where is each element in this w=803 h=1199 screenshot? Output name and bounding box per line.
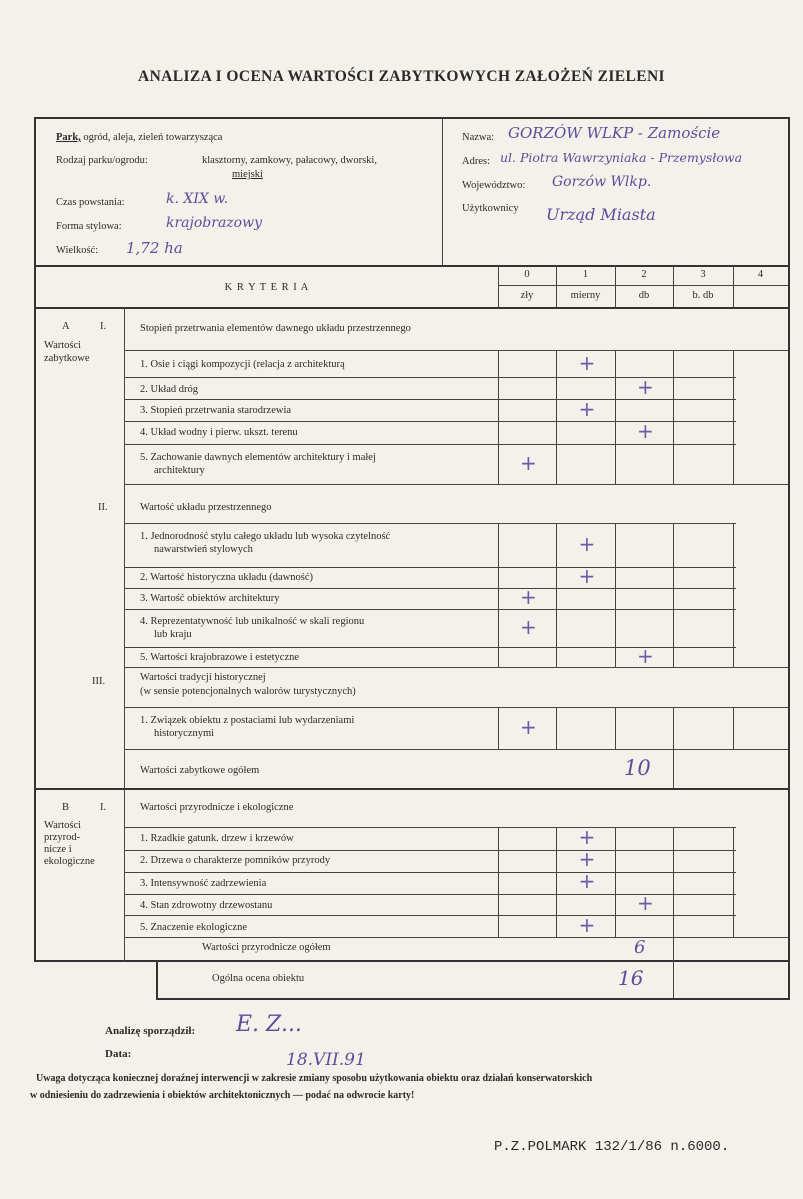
data-label: Data: <box>105 1048 132 1060</box>
score-mark-a1-3: + <box>578 397 596 421</box>
section-a2-roman: II. <box>98 502 108 513</box>
section-a-title: Wartości zabytkowe <box>44 340 90 364</box>
data-value: 18.VII.91 <box>286 1050 366 1070</box>
a2-item-4b: lub kraju <box>154 629 192 640</box>
wojewodztwo-value: Gorzów Wlkp. <box>552 174 652 190</box>
analiza-label: Analizę sporządził: <box>105 1025 196 1037</box>
grade-bdb: b. db <box>692 290 714 301</box>
score-mark-a2-3: + <box>520 585 537 609</box>
uzytkownicy-label: Użytkownicy <box>462 203 519 214</box>
section-b-title: Wartości przyrod- nicze i ekologiczne <box>44 820 95 867</box>
grade-db: db <box>638 290 650 301</box>
wielkosc-label: Wielkość: <box>56 245 99 256</box>
adres-value: ul. Piotra Wawrzyniaka - Przemysłowa <box>500 150 743 165</box>
score-0: 0 <box>524 269 530 280</box>
b1-item-3: 3. Intensywność zadrzewienia <box>140 878 267 889</box>
park-label: Park, ogród, aleja, zieleń towarzysząca <box>56 132 223 143</box>
score-mark-b1-1: + <box>578 825 596 849</box>
rodzaj-value-miejski: miejski <box>232 169 263 180</box>
score-mark-a3-1: + <box>520 715 537 739</box>
a3-item-1: 1. Związek obiektu z postaciami lub wydarzeniami <box>140 715 355 726</box>
a2-item-2: 2. Wartość historyczna układu (dawność) <box>140 572 314 583</box>
uzytkownicy-value: Urząd Miasta <box>546 205 656 224</box>
czas-value: k. XIX w. <box>166 191 229 207</box>
score-mark-a2-4: + <box>520 615 537 639</box>
page-title: ANALIZA I OCENA WARTOŚCI ZABYTKOWYCH ZAŁOŻEŃ ZIELENI <box>137 68 665 85</box>
wojewodztwo-label: Województwo: <box>462 180 526 191</box>
score-1: 1 <box>582 269 589 280</box>
score-4: 4 <box>757 269 764 280</box>
score-mark-a1-4: + <box>637 419 654 443</box>
print-code: P.Z.POLMARK 132/1/86 n.6000. <box>494 1139 730 1155</box>
overall-value: 16 <box>618 966 644 990</box>
grade-mierny: mierny <box>570 290 601 301</box>
a2-item-1b: nawarstwień stylowych <box>154 544 253 555</box>
score-mark-a2-5: + <box>637 644 654 668</box>
a1-item-2: 2. Układ dróg <box>140 384 199 395</box>
forma-value: krajobrazowy <box>166 215 262 231</box>
score-3: 3 <box>700 269 706 280</box>
a1-item-3: 3. Stopień przetrwania starodrzewia <box>140 405 292 416</box>
a2-item-5: 5. Wartości krajobrazowe i estetyczne <box>140 652 300 663</box>
a2-item-4: 4. Reprezentatywność lub unikalność w skali regionu <box>140 616 365 627</box>
overall-box <box>156 960 790 1000</box>
wielkosc-value: 1,72 ha <box>126 239 183 257</box>
score-mark-a2-2: + <box>578 564 596 588</box>
adres-label: Adres: <box>462 156 490 167</box>
section-a3-roman: III. <box>92 676 106 687</box>
a1-item-1: 1. Osie i ciągi kompozycji (relacja z architekturą <box>140 359 345 370</box>
a2-item-1: 1. Jednorodność stylu całego układu lub wysoka czytelność <box>140 531 391 542</box>
a1-item-5b: architektury <box>154 465 205 476</box>
b1-item-5: 5. Znaczenie ekologiczne <box>140 922 247 933</box>
rodzaj-value: klasztorny, zamkowy, pałacowy, dworski, <box>202 155 377 166</box>
b1-item-2: 2. Drzewa o charakterze pomników przyrody <box>140 855 331 866</box>
b1-item-4: 4. Stan zdrowotny drzewostanu <box>140 900 273 911</box>
score-mark-b1-3: + <box>578 869 596 893</box>
nazwa-label: Nazwa: <box>462 132 495 143</box>
a3-item-1b: historycznymi <box>154 728 215 739</box>
kryteria-heading: K R Y T E R I A <box>224 282 310 293</box>
a-total-label: Wartości zabytkowe ogółem <box>140 765 260 776</box>
score-mark-b1-4: + <box>637 891 654 915</box>
b1-title: Wartości przyrodnicze i ekologiczne <box>140 802 294 813</box>
section-a-roman: I. <box>100 321 107 332</box>
score-2: 2 <box>641 269 647 280</box>
note-line-2: w odniesieniu do zadrzewienia i obiektów architektonicznych — podać na odwrocie karty! <box>30 1090 415 1101</box>
score-mark-b1-2: + <box>578 847 596 871</box>
section-a-letter: A <box>62 321 70 332</box>
a1-item-4: 4. Układ wodny i pierw. ukszt. terenu <box>140 427 298 438</box>
section-b-roman: I. <box>100 802 107 813</box>
a2-item-3: 3. Wartość obiektów architektury <box>140 593 280 604</box>
forma-label: Forma stylowa: <box>56 221 122 232</box>
score-mark-a1-1: + <box>578 351 596 375</box>
a2-title: Wartość układu przestrzennego <box>140 502 272 513</box>
nazwa-value: GORZÓW WLKP - Zamoście <box>508 124 721 142</box>
score-mark-a2-1: + <box>578 532 596 556</box>
analiza-signature: E. Z... <box>236 1012 302 1037</box>
evaluation-form <box>34 117 790 962</box>
b-total-label: Wartości przyrodnicze ogółem <box>202 942 331 953</box>
a-total-value: 10 <box>624 756 651 780</box>
a3-title: Wartości tradycji historycznej <box>140 672 266 683</box>
a1-title: Stopień przetrwania elementów dawnego układu przestrzennego <box>140 323 411 334</box>
a3-title2: (w sensie potencjonalnych walorów turystycznych) <box>140 686 356 697</box>
b1-item-1: 1. Rzadkie gatunk. drzew i krzewów <box>140 833 294 844</box>
a1-item-5: 5. Zachowanie dawnych elementów architektury i małej <box>140 452 376 463</box>
czas-label: Czas powstania: <box>56 197 125 208</box>
section-b-letter: B <box>62 802 70 813</box>
score-mark-b1-5: + <box>578 913 596 937</box>
grade-zly: zły <box>520 290 534 301</box>
rodzaj-label: Rodzaj parku/ogrodu: <box>56 155 148 166</box>
note-line-1: Uwaga dotycząca koniecznej doraźnej interwencji w zakresie zmiany sposobu użytkowania obiektu oraz działań konserwatorskich <box>36 1073 593 1084</box>
score-mark-a1-5: + <box>520 451 537 475</box>
overall-label: Ogólna ocena obiektu <box>212 973 305 984</box>
b-total-value: 6 <box>634 937 646 958</box>
score-mark-a1-2: + <box>637 375 654 399</box>
